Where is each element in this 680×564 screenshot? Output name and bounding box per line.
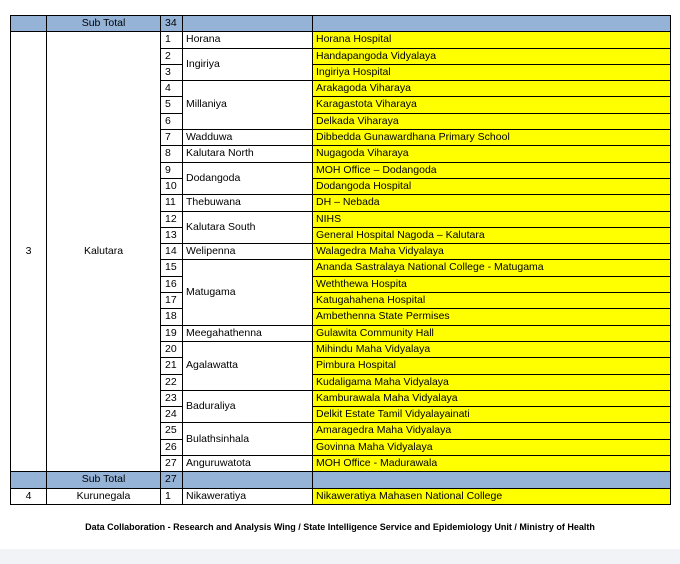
location-name: MOH Office – Dodangoda [313,162,671,178]
row-number: 20 [161,341,183,357]
row-number: 2 [161,48,183,64]
table-row [11,32,671,48]
location-name: Kudaligama Maha Vidyalaya [313,374,671,390]
area-name: Agalawatta [183,341,313,390]
area-name: Wadduwa [183,130,313,146]
area-name: Meegahathenna [183,325,313,341]
location-name: Kamburawala Maha Vidyalaya [313,390,671,406]
location-name: Govinna Maha Vidyalaya [313,439,671,455]
location-name: Karagastota Viharaya [313,97,671,113]
location-name: Dodangoda Hospital [313,178,671,194]
location-name: DH – Nebada [313,195,671,211]
area-name: Millaniya [183,81,313,130]
area-name: Bulathsinhala [183,423,313,456]
location-name: Horana Hospital [313,32,671,48]
location-name: Handapangoda Vidyalaya [313,48,671,64]
row-number: 26 [161,439,183,455]
area-name: Thebuwana [183,195,313,211]
location-name: Walagedra Maha Vidyalaya [313,244,671,260]
area-name: Matugama [183,260,313,325]
area-name: Horana [183,32,313,48]
subtotal-value: 27 [161,472,183,488]
table-row [11,488,671,504]
row-number: 3 [161,64,183,80]
row-number: 24 [161,407,183,423]
row-number: 21 [161,358,183,374]
location-name: Gulawita Community Hall [313,325,671,341]
location-name: Nugagoda Viharaya [313,146,671,162]
location-name: Amaragedra Maha Vidyalaya [313,423,671,439]
row-number: 18 [161,309,183,325]
row-number: 25 [161,423,183,439]
row-number: 10 [161,178,183,194]
row-number: 4 [161,81,183,97]
row-number: 12 [161,211,183,227]
location-name: Nikaweratiya Mahasen National College [313,488,671,504]
row-number: 17 [161,293,183,309]
location-name: Arakagoda Viharaya [313,81,671,97]
area-name: Anguruwatota [183,456,313,472]
subtotal-label: Sub Total [47,472,161,488]
row-number: 6 [161,113,183,129]
row-number: 13 [161,227,183,243]
district-name: Kalutara [47,32,161,472]
area-name: Nikaweratiya [183,488,313,504]
row-number: 11 [161,195,183,211]
bottom-bar [0,549,680,564]
row-number: 15 [161,260,183,276]
location-name: Ingiriya Hospital [313,64,671,80]
row-number: 22 [161,374,183,390]
area-name: Baduraliya [183,390,313,423]
location-name: Ananda Sastralaya National College - Matugama [313,260,671,276]
row-number: 7 [161,130,183,146]
distribution-table [10,15,671,505]
subtotal-value: 34 [161,16,183,32]
location-name: General Hospital Nagoda – Kalutara [313,227,671,243]
location-name: Pimbura Hospital [313,358,671,374]
row-number: 27 [161,456,183,472]
area-name: Kalutara South [183,211,313,244]
row-number: 1 [161,488,183,504]
location-name: Weththewa Hospita [313,276,671,292]
area-name: Welipenna [183,244,313,260]
row-number: 5 [161,97,183,113]
footer-credit: Data Collaboration - Research and Analysis Wing / State Intelligence Service and Epidemiology Unit / Ministry of Health [85,522,595,532]
row-number: 16 [161,276,183,292]
location-name: Delkada Viharaya [313,113,671,129]
subtotal-row [11,16,671,32]
location-name: NIHS [313,211,671,227]
subtotal-row [11,472,671,488]
row-number: 9 [161,162,183,178]
district-index: 4 [11,488,47,504]
area-name: Ingiriya [183,48,313,81]
row-number: 19 [161,325,183,341]
row-number: 23 [161,390,183,406]
location-name: Katugahahena Hospital [313,293,671,309]
row-number: 8 [161,146,183,162]
subtotal-label: Sub Total [47,16,161,32]
location-name: Dibbedda Gunawardhana Primary School [313,130,671,146]
row-number: 1 [161,32,183,48]
area-name: Kalutara North [183,146,313,162]
area-name: Dodangoda [183,162,313,195]
location-name: Mihindu Maha Vidyalaya [313,341,671,357]
location-name: Ambethenna State Permises [313,309,671,325]
district-index: 3 [11,32,47,472]
district-name: Kurunegala [47,488,161,504]
row-number: 14 [161,244,183,260]
location-name: MOH Office - Madurawala [313,456,671,472]
location-name: Delkit Estate Tamil Vidyalayainati [313,407,671,423]
